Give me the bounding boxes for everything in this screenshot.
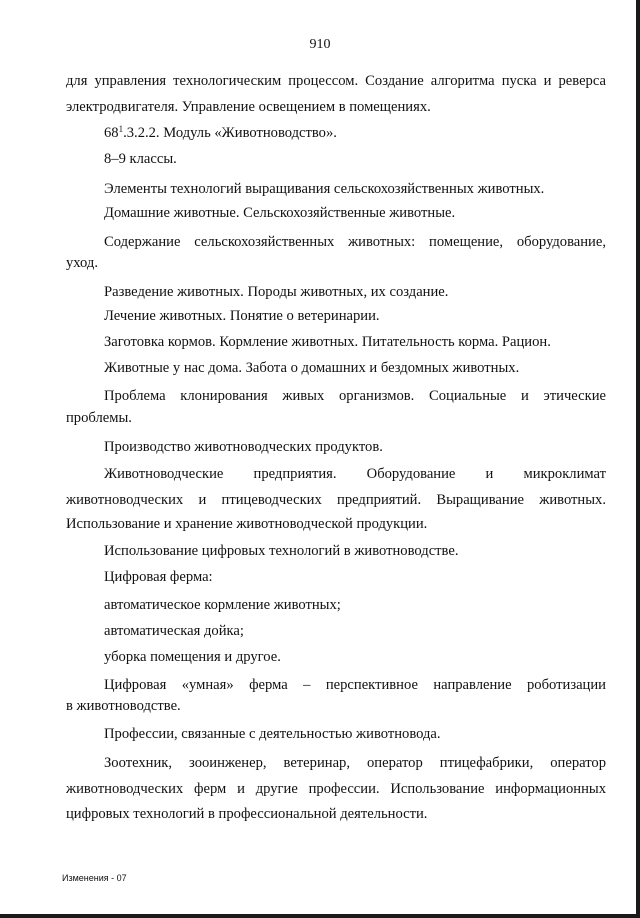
text-line: животноводческих ферм и другие профессии. Использование информационных — [66, 781, 606, 797]
text-line: электродвигателя. Управление освещением в помещениях. — [66, 99, 431, 115]
section-title: .3.2.2. Модуль «Животноводство». — [123, 125, 337, 141]
text-line: цифровых технологий в профессиональной деятельности. — [66, 806, 428, 822]
text-line: Домашние животные. Сельскохозяйственные животные. — [104, 205, 456, 221]
text-line: проблемы. — [66, 410, 132, 426]
text-line: Проблема клонирования живых организмов. Социальные и этические — [104, 388, 606, 404]
text-line: Производство животноводческих продуктов. — [104, 439, 383, 455]
text-line: животноводческих и птицеводческих предприятий. Выращивание животных. — [66, 492, 606, 508]
grade-label: 8–9 классы. — [104, 151, 177, 167]
text-line: Цифровая ферма: — [104, 569, 213, 585]
text-line: Зоотехник, зооинженер, ветеринар, оператор птицефабрики, оператор — [104, 755, 606, 771]
text-line: Животные у нас дома. Забота о домашних и бездомных животных. — [104, 360, 520, 376]
section-heading — [104, 124, 337, 142]
text-line: Элементы технологий выращивания сельскохозяйственных животных. — [104, 181, 545, 197]
section-superscript: 1 — [118, 124, 124, 134]
list-item: уборка помещения и другое. — [104, 649, 281, 665]
page-number: 910 — [309, 37, 331, 52]
text-line: Использование и хранение животноводческой продукции. — [66, 516, 428, 532]
text-line: Содержание сельскохозяйственных животных: помещение, оборудование, — [104, 234, 606, 250]
text-line: Цифровая «умная» ферма – перспективное направление роботизации — [104, 677, 606, 693]
text-line: Заготовка кормов. Кормление животных. Питательность корма. Рацион. — [104, 334, 551, 350]
text-line: для управления технологическим процессом. Создание алгоритма пуска и реверса — [66, 73, 606, 89]
text-line: Лечение животных. Понятие о ветеринарии. — [104, 308, 380, 324]
scan-edge-bottom — [0, 914, 640, 918]
list-item: автоматическое кормление животных; — [104, 597, 341, 613]
section-number: 68 — [104, 125, 119, 141]
list-item: автоматическая дойка; — [104, 623, 244, 639]
text-line: уход. — [66, 255, 98, 271]
text-line: Профессии, связанные с деятельностью животновода. — [104, 726, 441, 742]
text-line: Животноводческие предприятия. Оборудование и микроклимат — [104, 466, 606, 482]
scan-edge-right — [636, 0, 640, 918]
text-line: в животноводстве. — [66, 698, 181, 714]
text-line: Разведение животных. Породы животных, их создание. — [104, 284, 449, 300]
text-line: Использование цифровых технологий в животноводстве. — [104, 543, 459, 559]
footer-revision: Изменения - 07 — [62, 873, 127, 883]
